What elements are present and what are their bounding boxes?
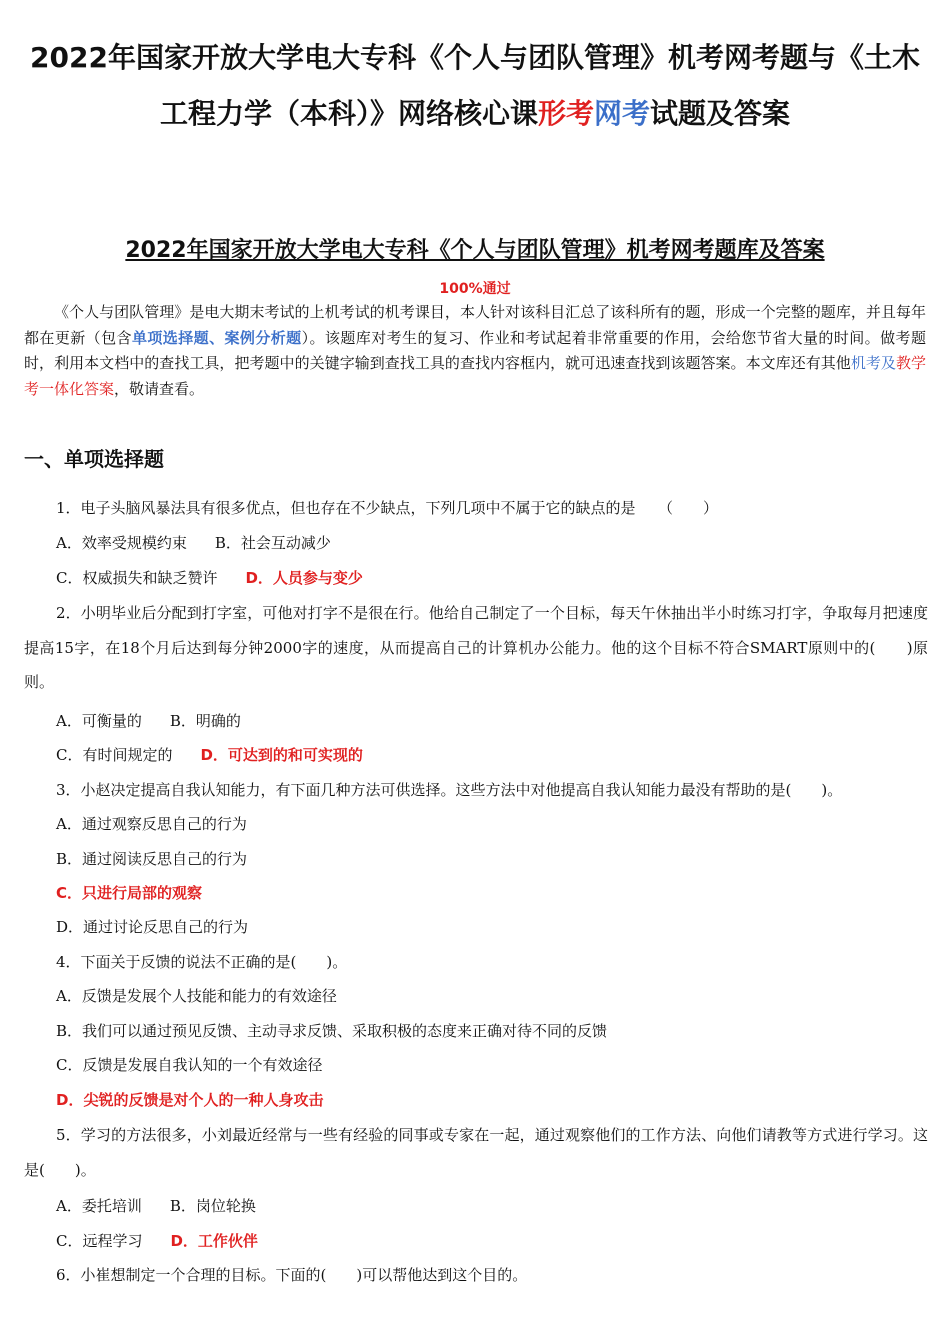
question-5-options-cd <box>56 1229 258 1253</box>
intro-text-3: ，敬请查看。 <box>114 379 205 398</box>
intro-link-exam[interactable]: 机考 <box>850 354 881 372</box>
question-6-stem: 6．小崔想制定一个合理的目标。下面的( )可以帮他达到这个目的。 <box>56 1266 528 1284</box>
intro-separator: 、 <box>209 328 225 347</box>
intro-text: 《个人与团队管理》是电大期末考试的上机考试的机考课目，本人针对该科目汇总了该科所有的题，形成一个完整的题库，并且每年都在更新（包含 <box>24 303 926 347</box>
title-text: 2022年国家开放大学电大专科《个人与团队管理》机考网考题与《土木工程力学（本科）》网络核心课 <box>30 41 920 130</box>
question-3-option-b: B．通过阅读反思自己的行为 <box>56 850 248 868</box>
question-5-options-ab <box>56 1194 256 1218</box>
section-title: 一、单项选择题 <box>24 447 164 471</box>
question-2-options-ab <box>56 709 241 733</box>
option-a: A．可衡量的 <box>56 712 142 730</box>
option-a: A．效率受规模约束 <box>56 534 187 552</box>
title-highlight-blue: 网考 <box>594 97 651 130</box>
question-3-answer: C．只进行局部的观察 <box>56 884 203 902</box>
option-c: C．权威损失和缺乏赞许 <box>56 569 218 587</box>
answer-option: D．人员参与变少 <box>245 569 363 587</box>
title-highlight-red: 形考 <box>537 97 594 130</box>
option-a: A．委托培训 <box>56 1197 142 1215</box>
document-title <box>20 30 930 142</box>
answer-option: D．工作伙伴 <box>170 1232 258 1250</box>
option-b: B．社会互动减少 <box>214 534 331 552</box>
intro-highlight-case-analysis: 案例分析题 <box>224 328 302 347</box>
question-4-option-b: B．我们可以通过预见反馈、主动寻求反馈、采取积极的态度来正确对待不同的反馈 <box>56 1022 608 1040</box>
pass-note: 100%通过 <box>439 281 511 297</box>
question-2-options-cd <box>56 743 363 767</box>
intro-text-and: 及 <box>880 354 896 372</box>
question-4-answer: D．尖锐的反馈是对个人的一种人身攻击 <box>56 1091 324 1109</box>
option-b: B．岗位轮换 <box>169 1197 256 1215</box>
question-4-stem: 4．下面关于反馈的说法不正确的是( )。 <box>56 953 348 971</box>
section-heading: 2022年国家开放大学电大专科《个人与团队管理》机考网考题库及答案 <box>125 238 825 263</box>
intro-link-answers[interactable]: 教学考一体化答案 <box>24 354 926 398</box>
intro-highlight-single-choice: 单项选择题 <box>131 328 210 347</box>
question-3-option-d: D．通过讨论反思自己的行为 <box>56 918 249 936</box>
question-4-option-a: A．反馈是发展个人技能和能力的有效途径 <box>56 987 337 1005</box>
option-c: C．有时间规定的 <box>56 746 173 764</box>
answer-option: D．可达到的和可实现的 <box>200 746 363 764</box>
intro-paragraph <box>24 300 926 402</box>
question-1-stem: 1．电子头脑风暴法具有很多优点，但也存在不少缺点，下列几项中不属于它的缺点的是 （ ） <box>56 499 719 517</box>
intro-text-2: ）。该题库对考生的复习、作业和考试起着非常重要的作用，会给您节省大量的时间。做考题时，利用本文档中的查找工具，把考题中的关键字输到查找工具的查找内容框内，就可迅速查找到该题答案。本文库还有其他 <box>24 328 926 372</box>
question-2-stem: 2．小明毕业后分配到打字室，可他对打字不是很在行。他给自己制定了一个目标，每天午休抽出半小时练习打字，争取每月把速度提高15字，在18个月后达到每分钟2000字的速度，从而提高自己的计算机办公能力。他的这个目标不符合SMART原则中的( )原则。 <box>24 604 928 691</box>
question-3-option-a: A．通过观察反思自己的行为 <box>56 815 247 833</box>
question-1-options-ab <box>56 531 331 555</box>
option-b: B．明确的 <box>169 712 241 730</box>
question-1-options-cd <box>56 566 363 590</box>
question-3-stem: 3．小赵决定提高自我认知能力，有下面几种方法可供选择。这些方法中对他提高自我认知能力最没有帮助的是( )。 <box>56 781 843 799</box>
title-text-end: 试题及答案 <box>650 97 791 130</box>
question-4-option-c: C．反馈是发展自我认知的一个有效途径 <box>56 1056 323 1074</box>
option-c: C．远程学习 <box>56 1232 143 1250</box>
question-5-stem: 5．学习的方法很多，小刘最近经常与一些有经验的同事或专家在一起，通过观察他们的工作方法、向他们请教等方式进行学习。这是( )。 <box>24 1126 928 1179</box>
